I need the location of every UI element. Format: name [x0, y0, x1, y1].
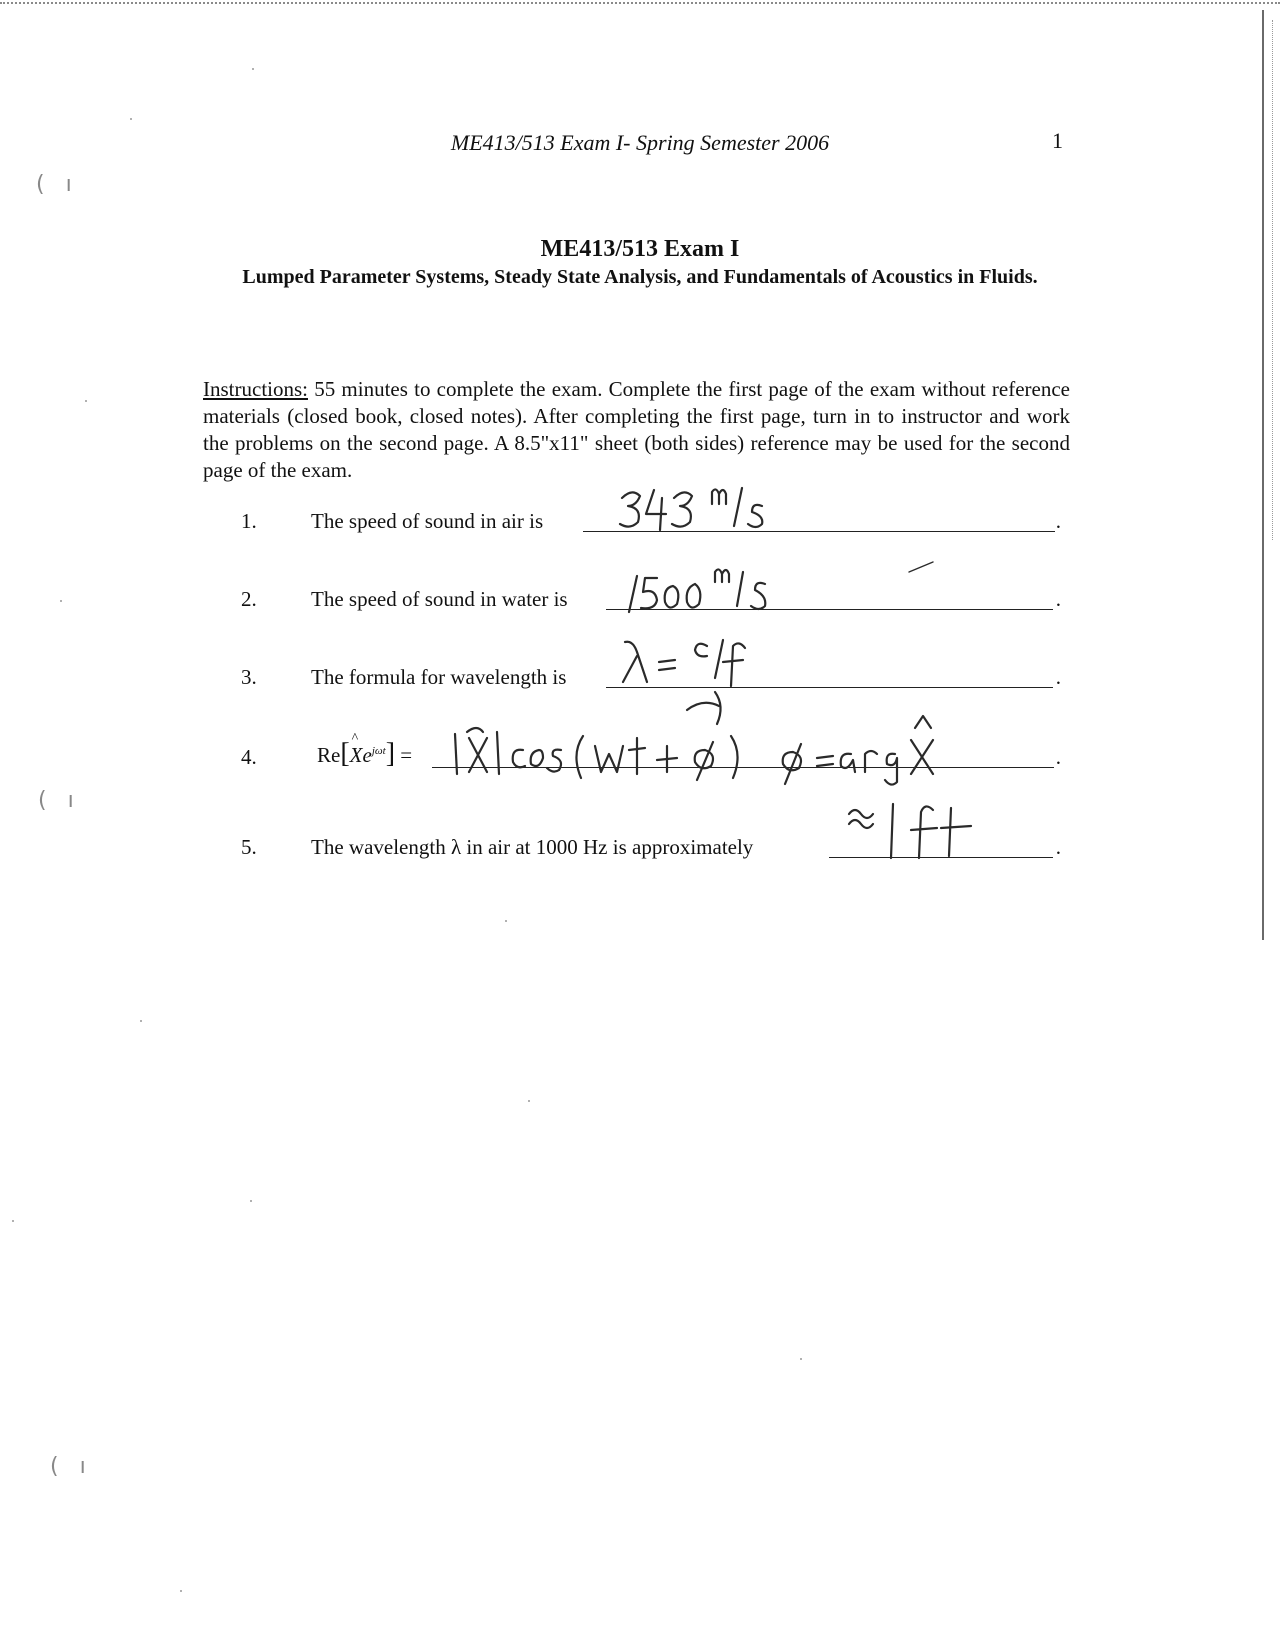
scan-speck	[505, 920, 507, 922]
period: .	[1055, 665, 1061, 689]
question-prompt: The speed of sound in air is	[311, 509, 544, 533]
running-header: ME413/513 Exam I- Spring Semester 2006	[450, 130, 830, 155]
pen-stroke-mark	[907, 558, 937, 578]
handwritten-answer	[841, 800, 1001, 860]
scan-speck	[252, 68, 254, 70]
question-prompt: The wavelength λ in air at 1000 Hz is approximately	[311, 835, 754, 859]
equals-sign: =	[400, 743, 413, 767]
handwritten-answer	[616, 484, 816, 534]
question-number: 3.	[241, 665, 257, 689]
period: .	[1055, 587, 1061, 611]
question-5	[241, 826, 1061, 866]
re-expression	[317, 738, 412, 770]
question-number: 4.	[241, 745, 257, 769]
scan-speck	[800, 1358, 802, 1360]
scan-speck	[140, 1020, 142, 1022]
question-prompt: The formula for wavelength is	[311, 665, 567, 689]
question-2	[241, 578, 1061, 618]
exam-subtitle: Lumped Parameter Systems, Steady State Analysis, and Fundamentals of Acoustics in Fluids.	[242, 266, 1038, 288]
punch-hole-mark: ( ı	[38, 788, 74, 813]
period: .	[1055, 835, 1061, 859]
instructions-label: Instructions:	[203, 377, 308, 401]
exam-title: ME413/513 Exam I	[540, 236, 740, 262]
exponential-base: e	[362, 743, 372, 767]
scan-speck	[85, 400, 87, 402]
period: .	[1055, 509, 1061, 533]
instructions-text: 55 minutes to complete the exam. Complete the first page of the exam without reference materials (closed book, closed notes). After completing the first page, turn in to instructor and work the problems on the second page. A 8.5"x11" sheet (both sides) reference may be used for the second page of the exam.	[203, 377, 1070, 482]
scan-speck	[60, 600, 62, 602]
bracket-close: ]	[385, 738, 396, 769]
exponent: jωt	[371, 745, 386, 757]
scan-border-top	[0, 2, 1280, 4]
handwritten-answer	[627, 566, 817, 616]
punch-hole-mark: ( ı	[50, 1454, 86, 1479]
question-prompt: The speed of sound in water is	[311, 587, 568, 611]
question-number: 2.	[241, 587, 257, 611]
page-number: 1	[1052, 128, 1063, 153]
re-operator: Re	[317, 743, 341, 767]
scan-border-right-dotted	[1272, 20, 1273, 540]
question-number: 1.	[241, 509, 257, 533]
complex-amplitude: ^ X	[350, 743, 363, 767]
scan-speck	[528, 1100, 530, 1102]
scan-speck	[180, 1590, 182, 1592]
bracket-open: [	[340, 738, 350, 769]
question-4	[241, 736, 1061, 776]
handwritten-answer	[447, 688, 967, 778]
scan-speck	[250, 1200, 252, 1202]
instructions-paragraph	[203, 376, 1070, 484]
handwritten-answer	[619, 632, 819, 692]
question-1	[241, 500, 1061, 540]
period: .	[1055, 745, 1061, 769]
scan-speck	[12, 1220, 14, 1222]
punch-hole-mark: ( ı	[36, 172, 72, 197]
scan-speck	[130, 118, 132, 120]
question-number: 5.	[241, 835, 257, 859]
